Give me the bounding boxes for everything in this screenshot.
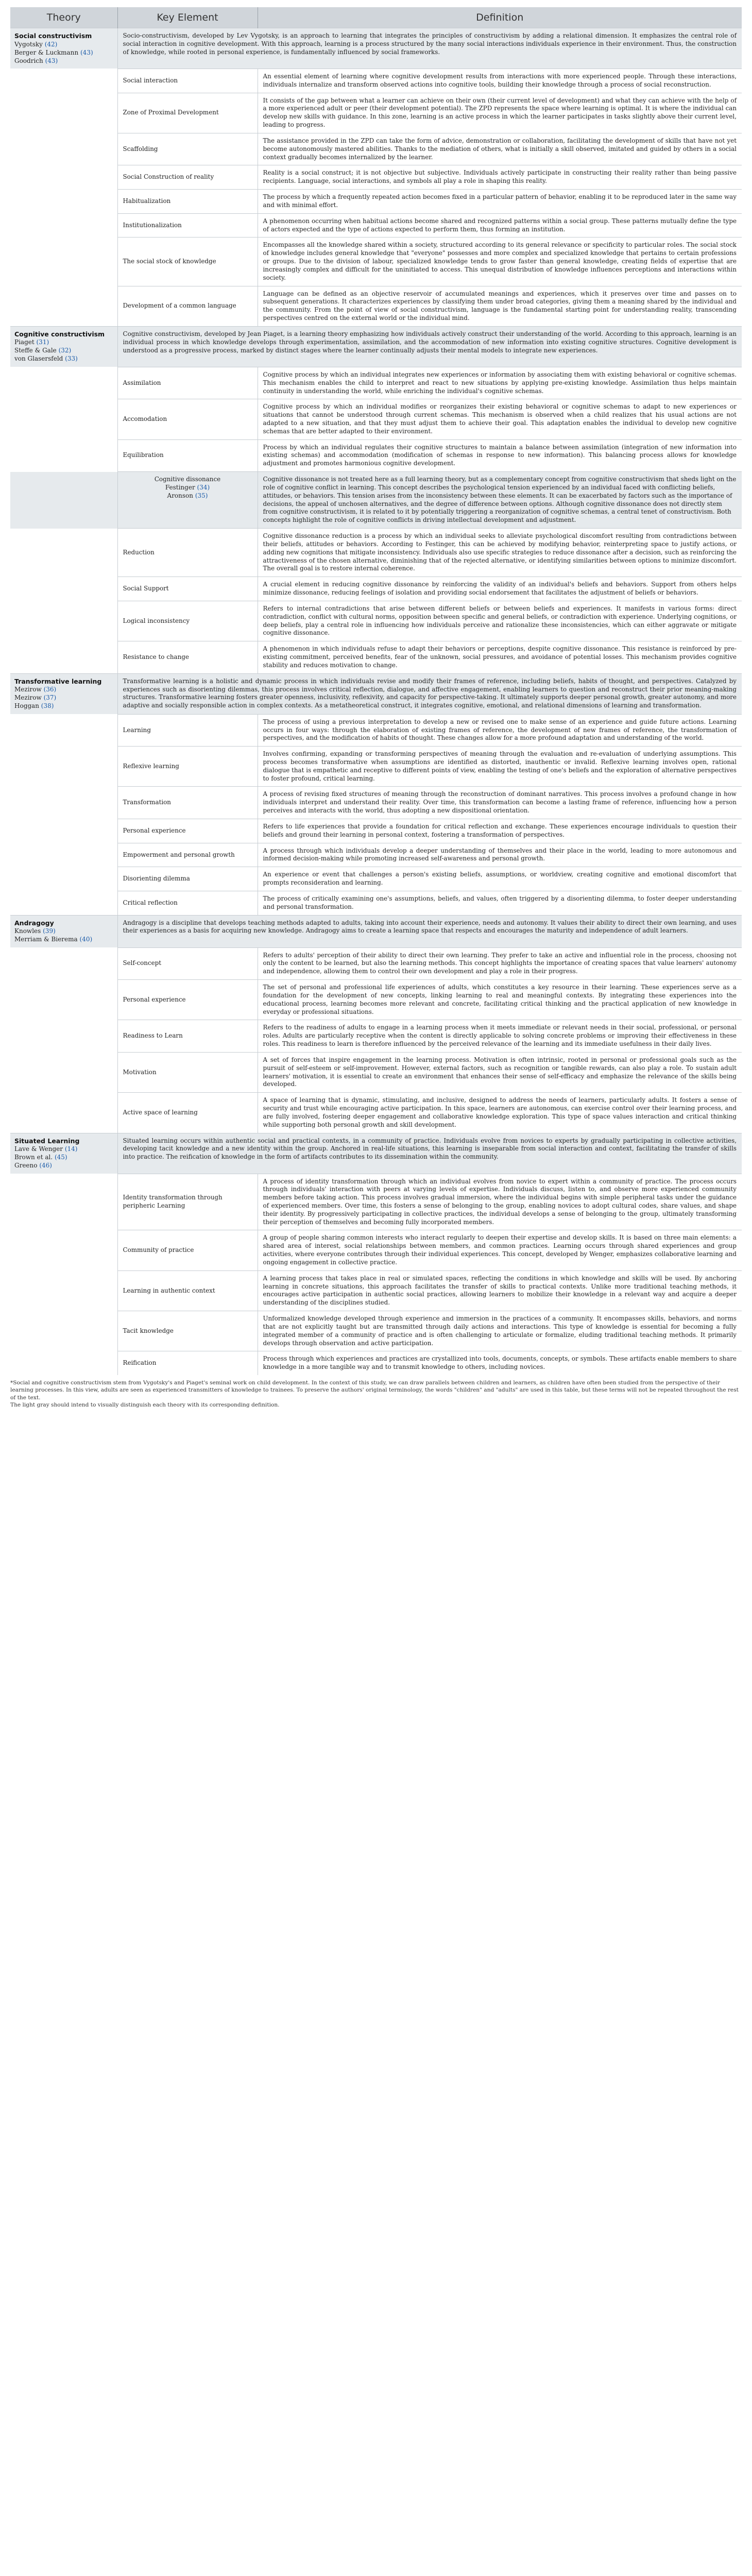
theory-authors xyxy=(14,927,113,944)
key-element-definition: Refers to life experiences that provide a foundation for critical reflection and exchange. These experiences encourage individuals to question their beliefs and ground their learning in personal context, fostering a transformation of perspectives. xyxy=(258,819,742,843)
empty-cell xyxy=(10,1093,117,1133)
key-element: Equilibration xyxy=(117,439,258,471)
key-element-definition: Cognitive process by which an individual modifies or reorganizes their existing behavioral or cognitive schemas to adapt to new experiences or situations that cannot be understood through current schemas. This mechanism is observed when a child realizes that his usual actions are not adapted to a new situation, and that they must adjust them to achieve their goal. This adaptation enables the individual to develop new cognitive schemas that are better adapted to their environment. xyxy=(258,399,742,439)
table-row xyxy=(10,439,742,471)
key-element-definition: A group of people sharing common interests who interact regularly to deepen their expertise and develop skills. It is based on three main elements: a shared area of interest, social relationships between members, and common practices. Learning occurs through shared experiences and group activities, where everyone contributes through their individual experiences. This concept, developed by Wenger, emphasizes collaborative learning and ongoing engagement in collective practice. xyxy=(258,1230,742,1270)
empty-cell xyxy=(10,787,117,819)
empty-cell xyxy=(10,1020,117,1052)
author-citation xyxy=(14,1154,113,1162)
author-name: von Glasersfeld xyxy=(14,355,63,363)
key-element-definition: The process of critically examining one's assumptions, beliefs, and values, often triggered by a disorienting dilemma, to foster deeper understanding and personal transformation. xyxy=(258,891,742,915)
key-element-definition: Process by which an individual regulates their cognitive structures to maintain a balance between assimilation (integration of new information into existing schemas) and accommodation (modification of schemas in response to new information). This balancing process allows for knowledge adjustment and promotes harmonious cognitive development. xyxy=(258,439,742,471)
empty-cell xyxy=(10,165,117,190)
table-row xyxy=(10,367,742,399)
empty-cell xyxy=(10,1351,117,1375)
sub-theory-row xyxy=(10,472,742,529)
author-citation xyxy=(14,57,113,65)
empty-cell xyxy=(10,399,117,439)
table-row xyxy=(10,190,742,214)
citation-link[interactable]: (34) xyxy=(197,483,210,491)
key-element: Resistance to change xyxy=(117,641,258,673)
table-footnote: *Social and cognitive constructivism stem from Vygotsky's and Piaget's seminal work on child development. In the context of this study, we can draw parallels between children and learners, as children have often been studied from the perspective of their learning processes. In this view, adults are seen as experienced transmitters of knowledge to trainees. To preserve the authors' original terminology, the words "children" and "adults" are used in this table, but these terms will not be repeated throughout the rest of the text. The light gray should intend to visually distinguish each theory with its corresponding definition. xyxy=(10,1380,739,1408)
author-name: Mezirow xyxy=(14,686,42,693)
key-element-definition: Process through which experiences and practices are crystallized into tools, documents, concepts, or symbols. These artifacts enable members to share knowledge in a more tangible way and to transmit knowledge to others, including novices. xyxy=(258,1351,742,1375)
author-name: Aronson xyxy=(167,492,193,499)
empty-cell xyxy=(10,891,117,915)
theory-cell xyxy=(10,1133,117,1174)
header-theory: Theory xyxy=(10,7,117,28)
key-element-definition: A learning process that takes place in real or simulated spaces, reflecting the conditions in which knowledge and skills will be used. By anchoring learning in concrete situations, this approach facilitates the transfer of skills to practical contexts. Unlike more traditional teaching methods, it encourages active participation in authentic social practices, allowing learners to mobilize their knowledge in a relevant way and acquire a deeper understanding of the disciplines studied. xyxy=(258,1270,742,1311)
key-element: Identity transformation through peripheric Learning xyxy=(117,1174,258,1230)
empty-cell xyxy=(10,133,117,165)
citation-link[interactable]: (31) xyxy=(36,338,49,346)
author-citation xyxy=(14,1145,113,1154)
table-body xyxy=(10,28,742,1376)
header-key-element: Key Element xyxy=(117,7,258,28)
key-element: Social Support xyxy=(117,577,258,601)
citation-link[interactable]: (45) xyxy=(54,1154,67,1161)
key-element: Habitualization xyxy=(117,190,258,214)
key-element: Social interaction xyxy=(117,69,258,93)
theory-row xyxy=(10,1133,742,1174)
author-name: Vygotsky xyxy=(14,40,43,48)
key-element: Reification xyxy=(117,1351,258,1375)
key-element-definition: Involves confirming, expanding or transforming perspectives of meaning through the evaluation and re-evaluation of underlying assumptions. This process becomes transformative when assumptions are identified as distorted, inauthentic or invalid. Reflexive learning involves open, rational dialogue that is empathetic and receptive to different points of view, enabling the testing of one's beliefs and the exploration of alternative perspectives to foster profound, critical learning. xyxy=(258,747,742,787)
author-name: Festinger xyxy=(165,483,195,491)
author-citation xyxy=(123,484,252,492)
theory-cell xyxy=(10,28,117,69)
table-row xyxy=(10,787,742,819)
table-row xyxy=(10,867,742,891)
header-definition: Definition xyxy=(258,7,742,28)
citation-link[interactable]: (38) xyxy=(41,702,54,710)
citation-link[interactable]: (14) xyxy=(64,1145,78,1153)
theory-name: Cognitive constructivism xyxy=(14,330,105,338)
key-element-definition: Refers to internal contradictions that arise between different beliefs or between beliefs and experiences. It manifests in various forms: direct contradiction, conflict with cultural norms, opposition between specific and general beliefs, or contradiction with experience. Underlying cognitions, or deep beliefs, play a central role in influencing how individuals perceive and rationalize these inconsistencies, which can either aggravate or mitigate cognitive dissonance. xyxy=(258,601,742,641)
table-row xyxy=(10,747,742,787)
table-row xyxy=(10,577,742,601)
author-name: Hoggan xyxy=(14,702,39,710)
key-element: Personal experience xyxy=(117,980,258,1020)
table-row xyxy=(10,286,742,326)
key-element-definition: A set of forces that inspire engagement in the learning process. Motivation is often intrinsic, rooted in personal or professional goals such as the pursuit of self-esteem or self-improvement. However, external factors, such as recognition or tangible rewards, can also play a role. To sustain adult learners' motivation, it is essential to create an environment that enhances their sense of self-efficacy and emphasize the relevance of the skills being developed. xyxy=(258,1052,742,1092)
key-element: Personal experience xyxy=(117,819,258,843)
empty-cell xyxy=(10,867,117,891)
empty-cell xyxy=(10,1230,117,1270)
key-element: Reflexive learning xyxy=(117,747,258,787)
table-row xyxy=(10,1270,742,1311)
theory-cell xyxy=(10,326,117,367)
author-citation xyxy=(14,338,113,347)
empty-cell xyxy=(10,1270,117,1311)
author-name: Mezirow xyxy=(14,694,42,702)
key-element-definition: Cognitive dissonance reduction is a process by which an individual seeks to alleviate psychological discomfort resulting from contradictions between their beliefs, attitudes or behaviors. According to Festinger, this can be achieved by modifying behavior, reinterpreting space to justify actions, or adding new cognitions that mitigate inconsistency. Individuals also use specific strategies to reduce dissonance after a decision, such as reinforcing the attractiveness of the chosen alternative, diminishing that of the rejected alternative, or identifying similarities between options to minimize discomfort. The overall goal is to restore internal coherence. xyxy=(258,529,742,577)
key-element-definition: A phenomenon occurring when habitual actions become shared and recognized patterns within a social group. These patterns mutually define the type of actors expected and the type of actions expected to perform them, thus forming an institution. xyxy=(258,213,742,238)
author-name: Berger & Luckmann xyxy=(14,48,79,56)
theory-row xyxy=(10,28,742,69)
author-citation xyxy=(14,936,113,944)
key-element-definition: A process through which individuals develop a deeper understanding of themselves and their place in the world, leading to more autonomous and informed decision-making while promoting increased self-awareness and personal growth. xyxy=(258,843,742,867)
key-element-definition: The process of using a previous interpretation to develop a new or revised one to make sense of an experience and guide future actions. Learning occurs in four ways: through the elaboration of existing frames of reference, the development of new frames of reference, the transformation of perspectives, and the modification of habits of thought. These changes allow for a more profound adaptation and understanding of the world. xyxy=(258,714,742,746)
key-element: Community of practice xyxy=(117,1230,258,1270)
author-citation xyxy=(14,694,113,702)
key-element: Reduction xyxy=(117,529,258,577)
empty-cell xyxy=(10,577,117,601)
theory-definition: Andragogy is a discipline that develops teaching methods adapted to adults, taking into account their experience, needs and autonomy. It values their ability to direct their own learning, and uses their experiences as a basis for acquiring new knowledge. Andragogy aims to create a learning space that respects and encourages the maturity and independence of adult learners. xyxy=(117,915,742,947)
key-element: Scaffolding xyxy=(117,133,258,165)
key-element: Accomodation xyxy=(117,399,258,439)
table-row xyxy=(10,891,742,915)
table-row xyxy=(10,641,742,673)
key-element-definition: A phenomenon in which individuals refuse to adapt their behaviors or perceptions, despite cognitive dissonance. This resistance is reinforced by pre-existing commitment, perceived benefits, fear of the unknown, social pressures, and avoidance of potential losses. This mechanism provides cognitive stability and reduces motivation to change. xyxy=(258,641,742,673)
theory-row xyxy=(10,673,742,714)
table-row xyxy=(10,601,742,641)
theory-cell xyxy=(10,673,117,714)
key-element-definition: An essential element of learning where cognitive development results from interactions with more experienced people. Through these interactions, individuals internalize and transform observed actions into cognitive tools, building their knowledge through a process of social reconstruction. xyxy=(258,69,742,93)
citation-link[interactable]: (32) xyxy=(58,347,72,354)
table-row xyxy=(10,947,742,979)
table-row xyxy=(10,714,742,746)
key-element-definition: A space of learning that is dynamic, stimulating, and inclusive, designed to address the needs of learners, particularly adults. It fosters a sense of security and trust while encouraging active participation. In this space, learners are autonomous, can exercise control over their learning process, and are fully involved, fostering deeper engagement and collaborative knowledge exploration. This type of space values interaction and critical thinking while supporting both personal growth and skill development. xyxy=(258,1093,742,1133)
theories-table xyxy=(10,7,742,1375)
table-row xyxy=(10,165,742,190)
sub-theory-cell xyxy=(117,472,258,529)
empty-cell xyxy=(10,980,117,1020)
theory-authors xyxy=(123,484,252,500)
theory-name: Situated Learning xyxy=(14,1137,80,1145)
theory-name: Social constructivism xyxy=(14,32,92,40)
theory-name: Andragogy xyxy=(14,919,54,927)
citation-link[interactable]: (43) xyxy=(80,48,93,56)
table-row xyxy=(10,1093,742,1133)
key-element: Learning in authentic context xyxy=(117,1270,258,1311)
author-citation xyxy=(123,492,252,500)
theory-definition: Transformative learning is a holistic and dynamic process in which individuals revise and modify their frames of reference, including beliefs, habits of thought, and perspectives. Catalyzed by experiences such as disorienting dilemmas, this process involves critical reflection, dialogue, and affective engagement, enabling learners to question and reconstruct their prior meaning-making structures. Transformative learning fosters greater openness, inclusivity, reflexivity, and capacity for perspective-taking. It ultimately supports deeper personal growth, greater autonomy, and more adaptive and socially responsible action in complex contexts. As a metatheoretical construct, it integrates cognitive, emotional, and relational dimensions of learning and transformation. xyxy=(117,673,742,714)
empty-cell xyxy=(10,529,117,577)
citation-link[interactable]: (36) xyxy=(43,686,57,693)
author-name: Merriam & Bierema xyxy=(14,936,78,943)
theory-authors xyxy=(14,338,113,363)
empty-cell xyxy=(10,601,117,641)
author-citation xyxy=(14,355,113,363)
table-row xyxy=(10,238,742,286)
key-element: Self-concept xyxy=(117,947,258,979)
author-name: Goodrich xyxy=(14,57,43,64)
citation-link[interactable]: (40) xyxy=(79,936,93,943)
table-row xyxy=(10,133,742,165)
table-row xyxy=(10,1311,742,1351)
author-citation xyxy=(14,41,113,49)
key-element: Tacit knowledge xyxy=(117,1311,258,1351)
key-element-definition: Cognitive process by which an individual integrates new experiences or information by associating them with existing behavioral or cognitive schemas. This mechanism enables the child to interpret and react to new situations by applying pre-existing knowledge. Assimilation thus helps maintain continuity in understanding the world, while enriching the individual's cognitive schemas. xyxy=(258,367,742,399)
citation-link[interactable]: (35) xyxy=(195,492,208,499)
author-name: Knowles xyxy=(14,927,41,935)
table-row xyxy=(10,843,742,867)
key-element: Disorienting dilemma xyxy=(117,867,258,891)
key-element-definition: Language can be defined as an objective reservoir of accumulated meanings and experiences, which it preserves over time and passes on to subsequent generations. It characterizes experiences by classifying them under broad categories, giving them a meaning shared by the individual and the community. From the point of view of social constructivism, language is the fundamental starting point for understanding reality, transcending perspectives centred on the external world or the individual mind. xyxy=(258,286,742,326)
empty-cell xyxy=(10,286,117,326)
empty-cell xyxy=(10,819,117,843)
table-row xyxy=(10,1174,742,1230)
table-row xyxy=(10,980,742,1020)
table-row xyxy=(10,399,742,439)
empty-cell xyxy=(10,69,117,93)
table-row xyxy=(10,1230,742,1270)
theory-cell xyxy=(10,915,117,947)
key-element-definition: The set of personal and professional life experiences of adults, which constitutes a key resource in their learning. These experiences serve as a foundation for the development of new concepts, linking learning to real and meaningful contexts. By integrating these experiences into the educational process, learning becomes more relevant and concrete, facilitating critical thinking and the practical application of new knowledge in everyday or professional situations. xyxy=(258,980,742,1020)
empty-cell xyxy=(10,1311,117,1351)
citation-link[interactable]: (42) xyxy=(44,40,58,48)
citation-link[interactable]: (33) xyxy=(65,355,78,363)
empty-cell xyxy=(10,190,117,214)
sub-theory-name: Cognitive dissonance xyxy=(154,476,221,483)
empty-cell xyxy=(10,213,117,238)
key-element: Logical inconsistency xyxy=(117,601,258,641)
author-citation xyxy=(14,702,113,710)
key-element: Readiness to Learn xyxy=(117,1020,258,1052)
key-element: The social stock of knowledge xyxy=(117,238,258,286)
author-name: Steffe & Gale xyxy=(14,347,57,354)
theory-definition: Socio-constructivism, developed by Lev Vygotsky, is an approach to learning that integrates the principles of constructivism by adding a relational dimension. It emphasizes the central role of social interaction in cognitive development. With this approach, learning is a process structured by the many social interactions individuals experience in their environment. Thus, the construction of knowledge, while rooted in personal experience, is fundamentally influenced by social frameworks. xyxy=(117,28,742,69)
key-element-definition: The process by which a frequently repeated action becomes fixed in a particular pattern of behavior, enabling it to be reproduced later in the same way and with minimal effort. xyxy=(258,190,742,214)
key-element-definition: A process of revising fixed structures of meaning through the reconstruction of dominant narratives. This process involves a profound change in how individuals interpret and understand their reality. Over time, this transformation can become a lasting frame of reference, influencing how a person perceives and interacts with the world, thus adopting a new dispositional orientation. xyxy=(258,787,742,819)
theory-row xyxy=(10,326,742,367)
empty-cell xyxy=(10,747,117,787)
key-element: Transformation xyxy=(117,787,258,819)
table-row xyxy=(10,69,742,93)
empty-cell xyxy=(10,1174,117,1230)
key-element-definition: A crucial element in reducing cognitive dissonance by reinforcing the validity of an individual's beliefs and behaviors. Support from others helps minimize dissonance, reducing feelings of isolation and providing social endorsement that facilitates the adjustment of beliefs or behaviors. xyxy=(258,577,742,601)
key-element-definition: Encompasses all the knowledge shared within a society, structured according to its general relevance or specificity to particular roles. The social stock of knowledge includes general knowledge that "everyone" possesses and more complex and specialized knowledge that pertains to certain professions or groups. Due to the division of labour, specialized knowledge tends to grow faster than general knowledge, creating fields of expertise that are increasingly complex and difficult for the uninitiated to access. This unequal distribution of knowledge influences perceptions and interactions within society. xyxy=(258,238,742,286)
table-row xyxy=(10,93,742,133)
author-citation xyxy=(14,49,113,57)
key-element: Learning xyxy=(117,714,258,746)
key-element: Zone of Proximal Development xyxy=(117,93,258,133)
key-element-definition: A process of identity transformation through which an individual evolves from novice to expert within a community of practice. The process occurs through individuals' interaction with peers at varying levels of expertise. Individuals discuss, listen to, and observe more experienced community members before taking action. This process involves gradual immersion, where the individual begins with simple peripheral tasks under the guidance of experienced members. Over time, this fosters a sense of belonging to the group, enabling novices to adopt cultural codes, share values, and shape their identity. By progressively participating in collective practices, the individual develops a sense of belonging to the group, ultimately transforming their perception of themselves and becoming fully incorporated members. xyxy=(258,1174,742,1230)
empty-cell xyxy=(10,367,117,399)
author-citation xyxy=(14,347,113,355)
citation-link[interactable]: (43) xyxy=(45,57,58,64)
table-row xyxy=(10,1052,742,1092)
key-element-definition: It consists of the gap between what a learner can achieve on their own (their current level of development) and what they can achieve with the help of a more experienced adult or peer (their development potential). The ZPD represents the space where learning is optimal. It is where the individual can develop new skills with guidance. In this zone, learning is an active process in which the learner participates in tasks slightly above their current level, leading to progress. xyxy=(258,93,742,133)
author-name: Piaget xyxy=(14,338,35,346)
table-row xyxy=(10,819,742,843)
key-element: Critical reflection xyxy=(117,891,258,915)
key-element-definition: An experience or event that challenges a person's existing beliefs, assumptions, or worldview, creating cognitive and emotional discomfort that prompts reconsideration and learning. xyxy=(258,867,742,891)
empty-cell xyxy=(10,843,117,867)
author-citation xyxy=(14,686,113,694)
key-element: Institutionalization xyxy=(117,213,258,238)
theory-authors xyxy=(14,41,113,65)
empty-cell xyxy=(10,472,117,529)
theory-definition: Cognitive constructivism, developed by Jean Piaget, is a learning theory emphasizing how individuals actively construct their understanding of the world. According to this approach, learning is an individual process in which knowledge develops through experimentation, assimilation, and the accommodation of new information into existing cognitive structures. Cognitive development is understood as a progressive process, marked by distinct stages where the learner continually adjusts their mental models to integrate new experiences. xyxy=(117,326,742,367)
table-header-row xyxy=(10,7,742,28)
key-element-definition: Refers to the readiness of adults to engage in a learning process when it meets immediate or relevant needs in their social, professional, or personal roles. Adults are particularly receptive when the content is directly applicable to solving concrete problems or improving their effectiveness in these roles. This readiness to learn is therefore influenced by the perceived relevance of the learning and its immediate usefulness in their daily lives. xyxy=(258,1020,742,1052)
citation-link[interactable]: (46) xyxy=(39,1162,52,1170)
author-citation xyxy=(14,927,113,936)
key-element: Social Construction of reality xyxy=(117,165,258,190)
table-row xyxy=(10,1020,742,1052)
key-element-definition: Refers to adults' perception of their ability to direct their own learning. They prefer to take an active and influential role in the process, choosing not only the content to be learned, but also the learning methods. This concept highlights the importance of creating spaces that value learners' autonomy and independence, allowing them to control their own development and play a role in their progress. xyxy=(258,947,742,979)
theory-row xyxy=(10,915,742,947)
key-element: Empowerment and personal growth xyxy=(117,843,258,867)
key-element: Active space of learning xyxy=(117,1093,258,1133)
empty-cell xyxy=(10,439,117,471)
author-name: Brown et al. xyxy=(14,1154,53,1161)
theory-authors xyxy=(14,686,113,710)
theory-authors xyxy=(14,1145,113,1170)
key-element-definition: The assistance provided in the ZPD can take the form of advice, demonstration or collaboration, facilitating the development of skills that have not yet become autonomously mastered abilities. Thanks to the mediation of others, what is initially a skill observed, imitated and guided by others in a social context gradually becomes internalized by the learner. xyxy=(258,133,742,165)
sub-theory-definition: Cognitive dissonance is not treated here as a full learning theory, but as a complementary concept from cognitive constructivism that sheds light on the role of cognitive conflict in learning. This concept describes the psychological tension experienced by an individual faced with conflicting beliefs, attitudes, or behaviors. This tension arises from the inconsistency between these elements. It can be exacerbated by factors such as the importance of decisions, the appeal of unchosen alternatives, and the degree of difference between options. Although cognitive dissonance does not directly stem from cognitive constructivism, it is related to it by potentially triggering a reorganization of cognitive schemas, a central tenet of constructivism. Both concepts highlight the role of cognitive conflicts in driving intellectual development and adjustment. xyxy=(258,472,742,529)
empty-cell xyxy=(10,238,117,286)
theory-name: Transformative learning xyxy=(14,677,102,685)
key-element-definition: Unformalized knowledge developed through experience and immersion in the practices of a community. It encompasses skills, behaviors, and norms that are not explicitly taught but are transmitted through daily actions and interactions. This type of knowledge is essential for becoming a fully integrated member of a community of practice and is often challenging to articulate or formalize, eluding traditional teaching methods. It primarily develops through observation and active participation. xyxy=(258,1311,742,1351)
table-row xyxy=(10,1351,742,1375)
theory-definition: Situated learning occurs within authentic social and practical contexts, in a community of practice. Individuals evolve from novices to experts by gradually participating in collective activities, developing tacit knowledge and a new identity within the group. Anchored in real-life situations, this learning is inseparable from social interaction and context, facilitating the transfer of skills into practice. The reification of knowledge in the form of artifacts contributes to its dissemination within the community. xyxy=(117,1133,742,1174)
key-element: Motivation xyxy=(117,1052,258,1092)
empty-cell xyxy=(10,641,117,673)
empty-cell xyxy=(10,947,117,979)
document xyxy=(10,7,742,1409)
citation-link[interactable]: (39) xyxy=(43,927,56,935)
author-name: Lave & Wenger xyxy=(14,1145,63,1153)
citation-link[interactable]: (37) xyxy=(43,694,57,702)
empty-cell xyxy=(10,714,117,746)
author-name: Greeno xyxy=(14,1162,38,1170)
key-element: Assimilation xyxy=(117,367,258,399)
table-row xyxy=(10,529,742,577)
empty-cell xyxy=(10,1052,117,1092)
key-element-definition: Reality is a social construct; it is not objective but subjective. Individuals actively participate in constructing their reality rather than being passive recipients. Language, social interactions, and symbols all play a role in shaping this reality. xyxy=(258,165,742,190)
empty-cell xyxy=(10,93,117,133)
table-row xyxy=(10,213,742,238)
key-element: Development of a common language xyxy=(117,286,258,326)
author-citation xyxy=(14,1162,113,1170)
